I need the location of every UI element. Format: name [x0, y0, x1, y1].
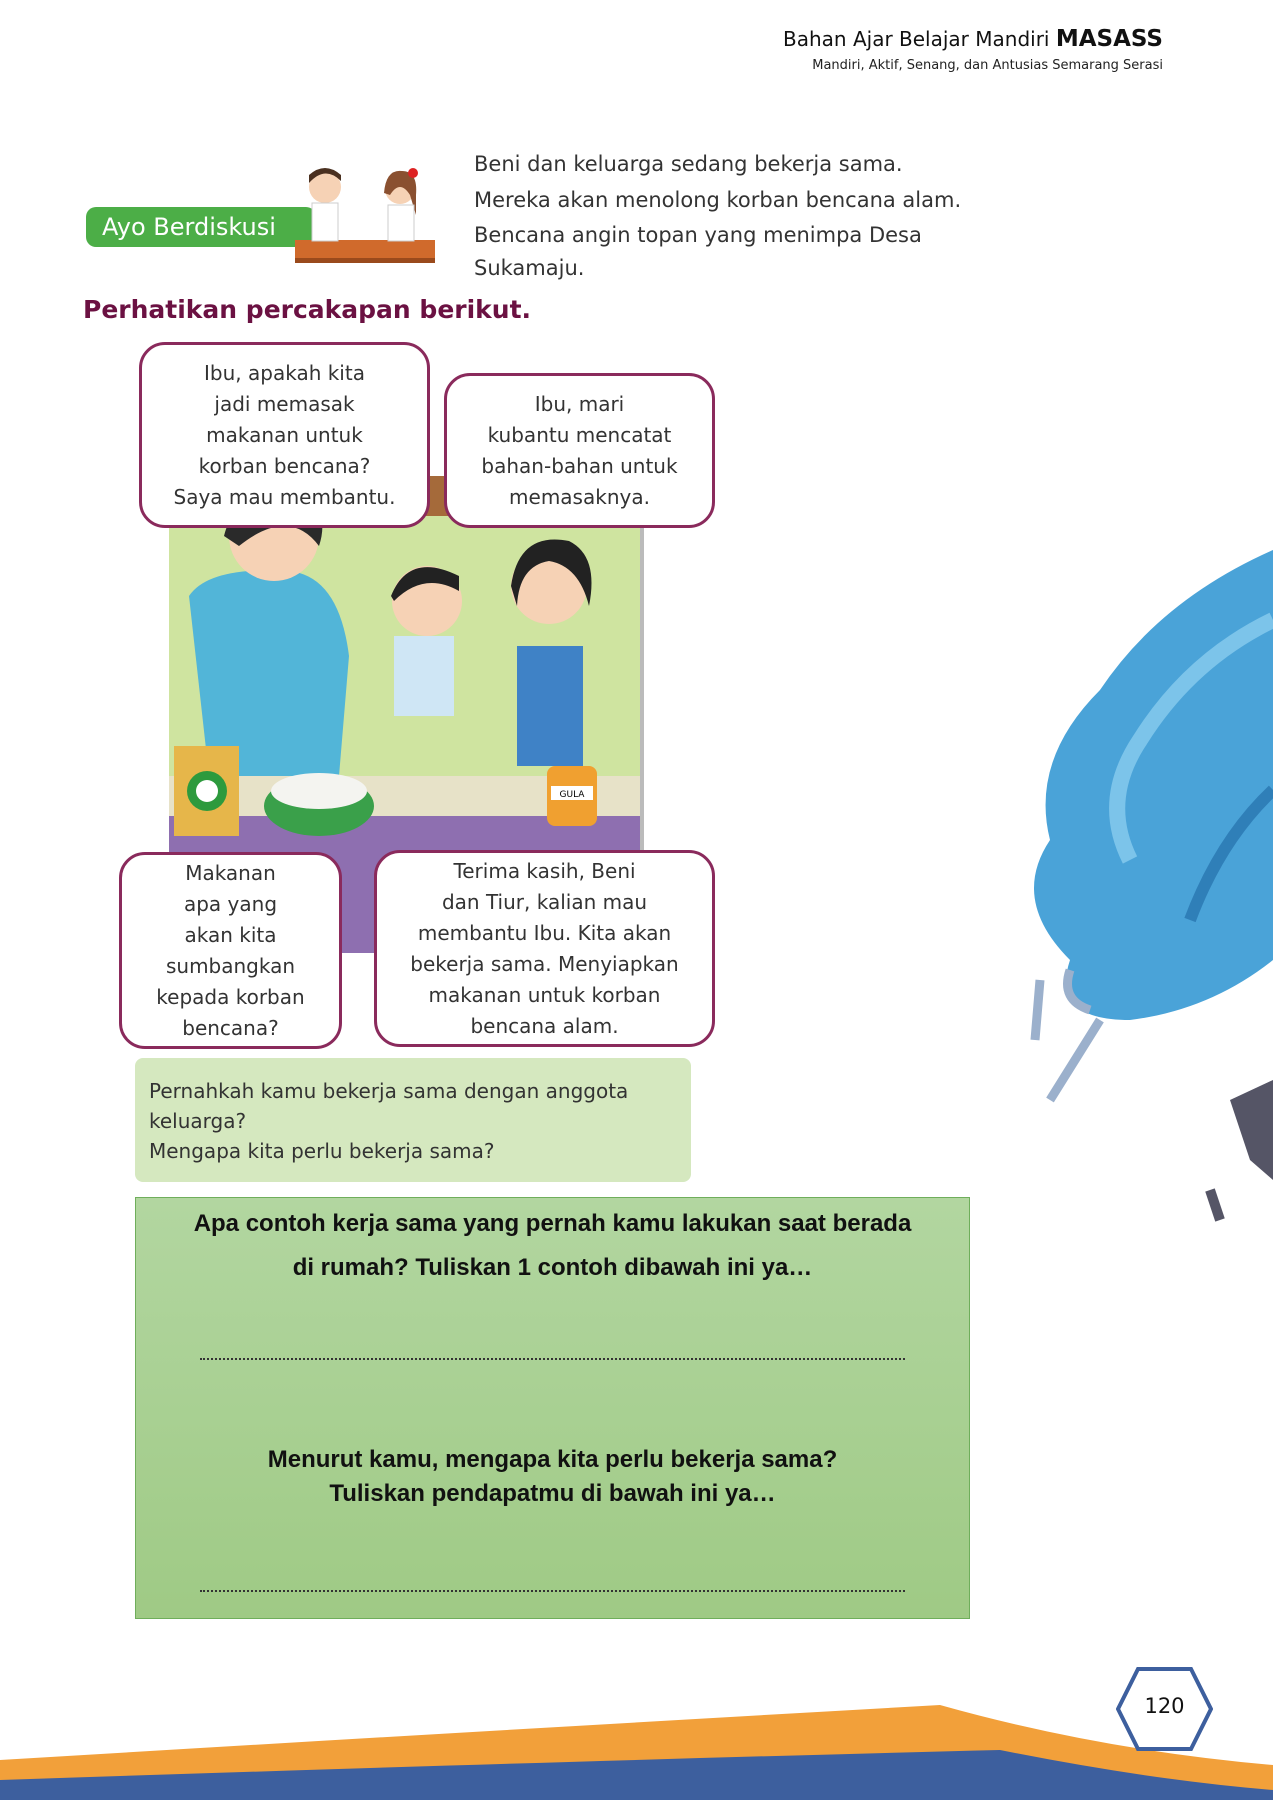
wind-swirl-decoration — [1010, 540, 1273, 1240]
section-heading: Perhatikan percakapan berikut. — [83, 295, 532, 324]
bubble-line: membantu Ibu. Kita akan — [417, 920, 672, 945]
bubble-line: apa yang — [183, 891, 278, 916]
header-subtitle: Mandiri, Aktif, Senang, dan Antusias Semarang Serasi — [812, 58, 1163, 73]
bubble-line: jadi memasak — [214, 391, 355, 416]
jar-label: GULA — [559, 790, 585, 800]
bubble-line: dan Tiur, kalian mau — [441, 889, 648, 914]
bubble-line: Saya mau membantu. — [173, 484, 396, 509]
header-title — [783, 26, 1163, 52]
speech-bubble-beni — [139, 342, 430, 528]
bubble-line: bekerja sama. Menyiapkan — [410, 951, 679, 976]
header-title-regular: Bahan Ajar Belajar Mandiri — [783, 27, 1050, 51]
kids-discussing-illustration — [290, 165, 440, 270]
speech-bubble-ibu — [374, 850, 715, 1047]
speech-bubble-question — [119, 852, 342, 1049]
note-line: Pernahkah kamu bekerja sama dengan anggota — [149, 1079, 629, 1103]
bubble-line: bencana? — [182, 1015, 279, 1040]
bubble-line: bahan-bahan untuk — [481, 453, 678, 478]
task-question-1 — [136, 1202, 969, 1290]
intro-line: Beni dan keluarga sedang bekerja sama. — [474, 152, 903, 176]
page-number: 120 — [1144, 1694, 1185, 1718]
bubble-line: Terima kasih, Beni — [453, 858, 636, 883]
header-title-bold: MASASS — [1055, 26, 1163, 52]
bubble-line: Ibu, apakah kita — [204, 360, 365, 385]
question-line: Apa contoh kerja sama yang pernah kamu lakukan saat berada — [193, 1210, 912, 1237]
note-line: keluarga? — [149, 1109, 247, 1133]
bubble-line: korban bencana? — [198, 453, 371, 478]
speech-bubble-tiur — [444, 373, 715, 528]
bubble-line: akan kita — [184, 922, 277, 947]
answer-line-2[interactable] — [200, 1590, 905, 1592]
question-line: Tuliskan pendapatmu di bawah ini ya… — [329, 1480, 776, 1507]
intro-line: Mereka akan menolong korban bencana alam. — [474, 188, 962, 212]
question-line: Menurut kamu, mengapa kita perlu bekerja sama? — [267, 1446, 838, 1473]
task-box — [135, 1197, 970, 1619]
intro-line: Sukamaju. — [474, 256, 585, 280]
bubble-line: kubantu mencatat — [487, 422, 672, 447]
bubble-line: bencana alam. — [470, 1013, 619, 1038]
ayo-berdiskusi-badge: Ayo Berdiskusi — [86, 207, 316, 247]
task-question-2 — [136, 1443, 969, 1511]
intro-line: Bencana angin topan yang menimpa Desa — [474, 223, 922, 247]
bubble-line: memasaknya. — [509, 484, 650, 509]
bubble-line: Makanan — [185, 860, 276, 885]
answer-line-1[interactable] — [200, 1358, 905, 1360]
note-line: Mengapa kita perlu bekerja sama? — [149, 1139, 495, 1163]
footer-wave-decoration — [0, 1690, 1273, 1800]
question-line: di rumah? Tuliskan 1 contoh dibawah ini ya… — [292, 1254, 813, 1281]
bubble-line: makanan untuk — [206, 422, 363, 447]
bubble-line: makanan untuk korban — [428, 982, 661, 1007]
reflection-note — [135, 1058, 691, 1182]
bubble-line: kepada korban — [156, 984, 305, 1009]
bubble-line: sumbangkan — [165, 953, 296, 978]
bubble-line: Ibu, mari — [534, 391, 625, 416]
